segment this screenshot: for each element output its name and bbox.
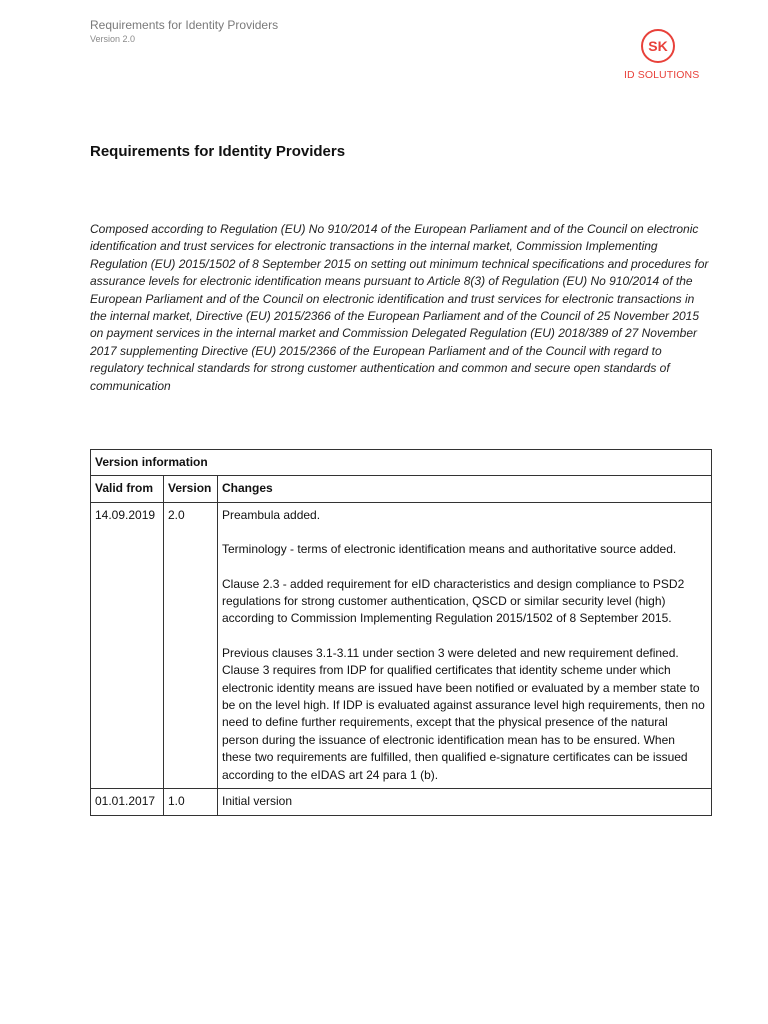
version-information-table: [90, 449, 712, 816]
cell-version: 2.0: [164, 502, 218, 788]
cell-changes: [218, 789, 712, 815]
logo-mark: SK: [641, 29, 675, 63]
change-item: Preambula added.: [222, 507, 321, 522]
header-version: Version 2.0: [90, 34, 136, 44]
cell-valid-from: 14.09.2019: [91, 502, 164, 788]
cell-valid-from: 01.01.2017: [91, 789, 164, 815]
change-item: Initial version: [222, 794, 293, 809]
document-preamble: Composed according to Regulation (EU) No 910/2014 of the European Parliament and of the Council on electronic identification and trust services for electronic transactions in the internal market, Commission Implementing Regulation (EU) 2015/1502 of 8 September 2015 on setting out minimum technical specifications and procedures for assurance levels for electronic identification means pursuant to Article 8(3) of Regulation (EU) No 910/2014 of the European Parliament and of the Council on electronic identification and trust services for electronic transactions in the internal market, Directive (EU) 2015/2366 of the European Parliament and of the Council of 25 November 2015 on payment services in the internal market and Commission Delegated Regulation (EU) 2018/389 of 27 November 2017 supplementing Directive (EU) 2015/2366 of the European Parliament and of the Council with regard to regulatory technical standards for strong customer authentication and common and secure open standards of communication: [90, 222, 709, 393]
sk-id-solutions-logo: [623, 29, 699, 85]
change-item: Clause 2.3 - added requirement for eID characteristics and design compliance to PSD2 regulations for strong customer authentication, QSCD or similar security level (high) according to Commission Implementing Regulation 2015/1502 of 8 September 2015.: [222, 576, 685, 626]
change-item: Previous clauses 3.1-3.11 under section 3 were deleted and new requirement defined. Clause 3 requires from IDP for qualified certificates that identity scheme under which electronic identity means are issued have been notified or evaluated by a member state to be on the level high. If IDP is evaluated against assurance level high requirements, then no need to define further requirements, except that the physical presence of the natural person during the issuance of electronic identification mean has to be ensured. When these two requirements are fulfilled, then qualified e-signature certificates can be issued according to the eIDAS art 24 para 1 (b).: [222, 645, 705, 782]
logo-name: ID SOLUTIONS: [624, 69, 700, 81]
table-row: [91, 789, 712, 815]
column-header-version: Version: [164, 476, 218, 502]
change-item: Terminology - terms of electronic identification means and authoritative source added.: [222, 542, 677, 557]
column-header-valid-from: Valid from: [91, 476, 164, 502]
column-header-changes: Changes: [218, 476, 712, 502]
table-header-row: [91, 476, 712, 502]
table-caption-row: [91, 450, 712, 476]
table-caption: Version information: [91, 450, 712, 476]
cell-version: 1.0: [164, 789, 218, 815]
page-header: [90, 17, 278, 46]
cell-changes: [218, 502, 712, 788]
header-title: Requirements for Identity Providers: [90, 18, 279, 32]
table-row: [91, 502, 712, 788]
document-title: Requirements for Identity Providers: [90, 143, 346, 160]
